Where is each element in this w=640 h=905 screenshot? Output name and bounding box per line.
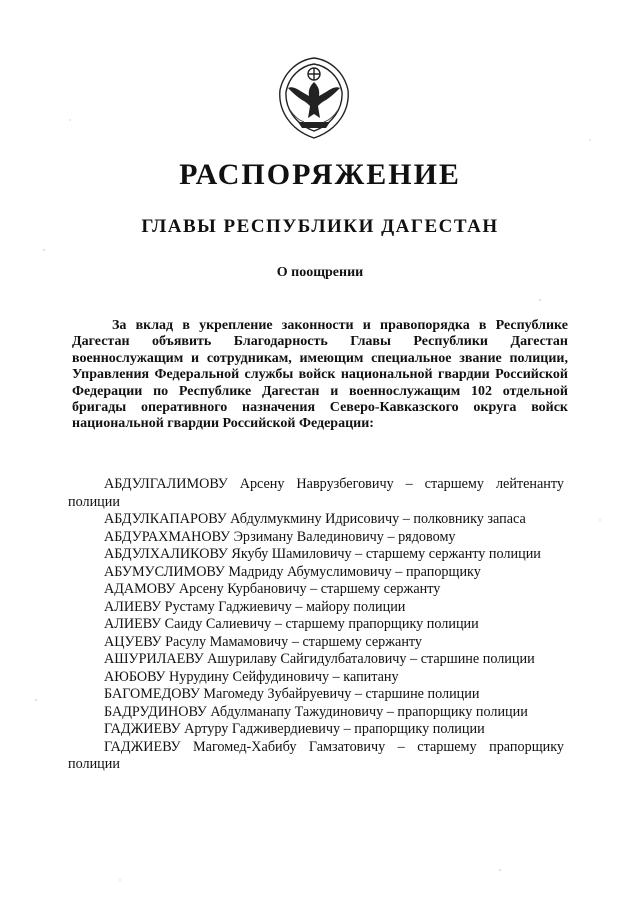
document-title: РАСПОРЯЖЕНИЕ	[179, 158, 461, 191]
list-item: АБДУЛГАЛИМОВУ Арсену Наврузбеговичу – старшему лейтенанту полиции	[68, 476, 564, 510]
list-item: АШУРИЛАЕВУ Ашурилаву Сайгидулбаталовичу – старшине полиции	[104, 651, 535, 667]
list-item: ГАДЖИЕВУ Артуру Гадживердиевичу – прапорщику полиции	[104, 721, 485, 737]
list-item: АЮБОВУ Нурудину Сейфудиновичу – капитану	[104, 668, 399, 685]
list-item: АЛИЕВУ Рустаму Гаджиевичу – майору полиции	[104, 598, 406, 615]
list-item: АДАМОВУ Арсену Курбановичу – старшему сержанту	[104, 581, 441, 597]
list-item: АЦУЕВУ Расулу Мамамовичу – старшему сержанту	[104, 633, 423, 650]
list-item: АБУМУСЛИМОВУ Мадриду Абумуслимовичу – прапорщику	[104, 563, 481, 580]
coat-of-arms-emblem	[268, 52, 360, 144]
list-item: БАГОМЕДОВУ Магомеду Зубайруевичу – старшине полиции	[104, 686, 480, 702]
document-subject: О поощрении	[276, 265, 364, 280]
list-item: АБДУЛКАПАРОВУ Абдулмукмину Идрисовичу – полковнику запаса	[104, 511, 526, 527]
list-item: АЛИЕВУ Саиду Салиевичу – старшему прапорщику полиции	[104, 616, 479, 632]
document-subtitle: ГЛАВЫ РЕСПУБЛИКИ ДАГЕСТАН	[141, 216, 499, 237]
recipient-list	[68, 476, 564, 774]
list-item: БАДРУДИНОВУ Абдулманапу Тажудиновичу – прапорщику полиции	[104, 703, 528, 720]
list-item: ГАДЖИЕВУ Магомед-Хабибу Гамзатовичу – старшему прапорщику полиции	[68, 738, 564, 772]
list-item: АБДУЛХАЛИКОВУ Якубу Шамиловичу – старшему сержанту полиции	[104, 546, 541, 562]
list-item: АБДУРАХМАНОВУ Эрзиману Валединовичу – рядовому	[104, 528, 456, 545]
intro-paragraph: За вклад в укрепление законности и правопорядка в Республике Дагестан объявить Благодарность Главы Республики Дагестан военнослужащим и сотрудникам, имеющим специальное звание полиции, Управления Федеральной службы войск национальной гвардии Российской Федерации по Республике Дагестан и военнослужащим 102 отдельной бригады оперативного назначения Северо-Кавказского округа войск национальной гвардии Российской Федерации:	[72, 318, 568, 432]
